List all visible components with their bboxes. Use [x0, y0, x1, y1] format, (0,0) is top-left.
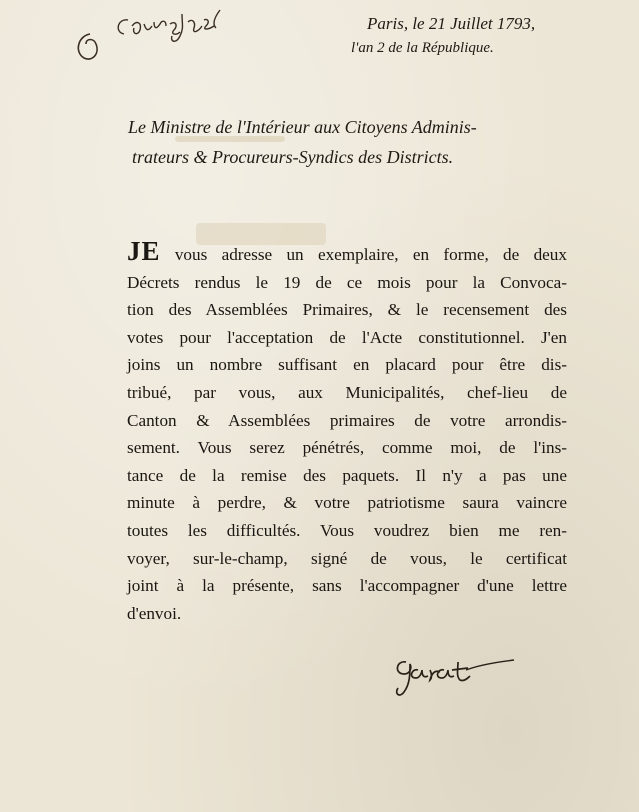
body-line: toutes les difficultés. Vous voudrez bien me ren- — [127, 520, 567, 540]
body-line: joint à la présente, sans l'accompagner d'une lettre — [127, 576, 567, 596]
body-line: tion des Assemblées Primaires, & le recensement des — [127, 300, 567, 320]
body-line: votes pour l'acceptation de l'Acte constitutionnel. J'en — [127, 327, 567, 347]
body-line: Décrets rendus le 19 de ce mois pour la Convoca- — [127, 272, 567, 292]
body-line: tribué, par vous, aux Municipalités, chef-lieu de — [127, 382, 567, 402]
heading-line-1: Le Ministre de l'Intérieur aux Citoyens Adminis- — [128, 117, 477, 137]
dateline-date: Paris, le 21 Juillet 1793, — [367, 14, 536, 33]
handwritten-annotation — [70, 4, 240, 64]
body-line: Canton & Assemblées primaires de votre arrondis- — [127, 410, 567, 430]
letter-heading — [128, 112, 588, 172]
body-line: tance de la remise des paquets. Il n'y a pas une — [127, 465, 567, 485]
body-line: voyer, sur-le-champ, signé de vous, le certificat — [127, 548, 567, 568]
drop-cap: JE — [127, 236, 161, 266]
body-line: JE vous adresse un exemplaire, en forme, de deux — [127, 236, 567, 266]
handwritten-signature — [392, 640, 522, 700]
body-line: minute à perdre, & votre patriotisme saura vaincre — [127, 493, 567, 513]
body-line: d'envoi. — [127, 603, 182, 623]
dateline — [349, 12, 579, 60]
dateline-year: l'an 2 de la République. — [351, 40, 494, 56]
annotation-text: Consigné — [70, 4, 74, 5]
body-line: sement. Vous serez pénétrés, comme moi, de l'ins- — [127, 438, 567, 458]
heading-line-2: trateurs & Procureurs-Syndics des Districts. — [132, 147, 454, 167]
body-line: joins un nombre suffisant en placard pour être dis- — [127, 355, 567, 375]
letter-body — [127, 238, 567, 627]
